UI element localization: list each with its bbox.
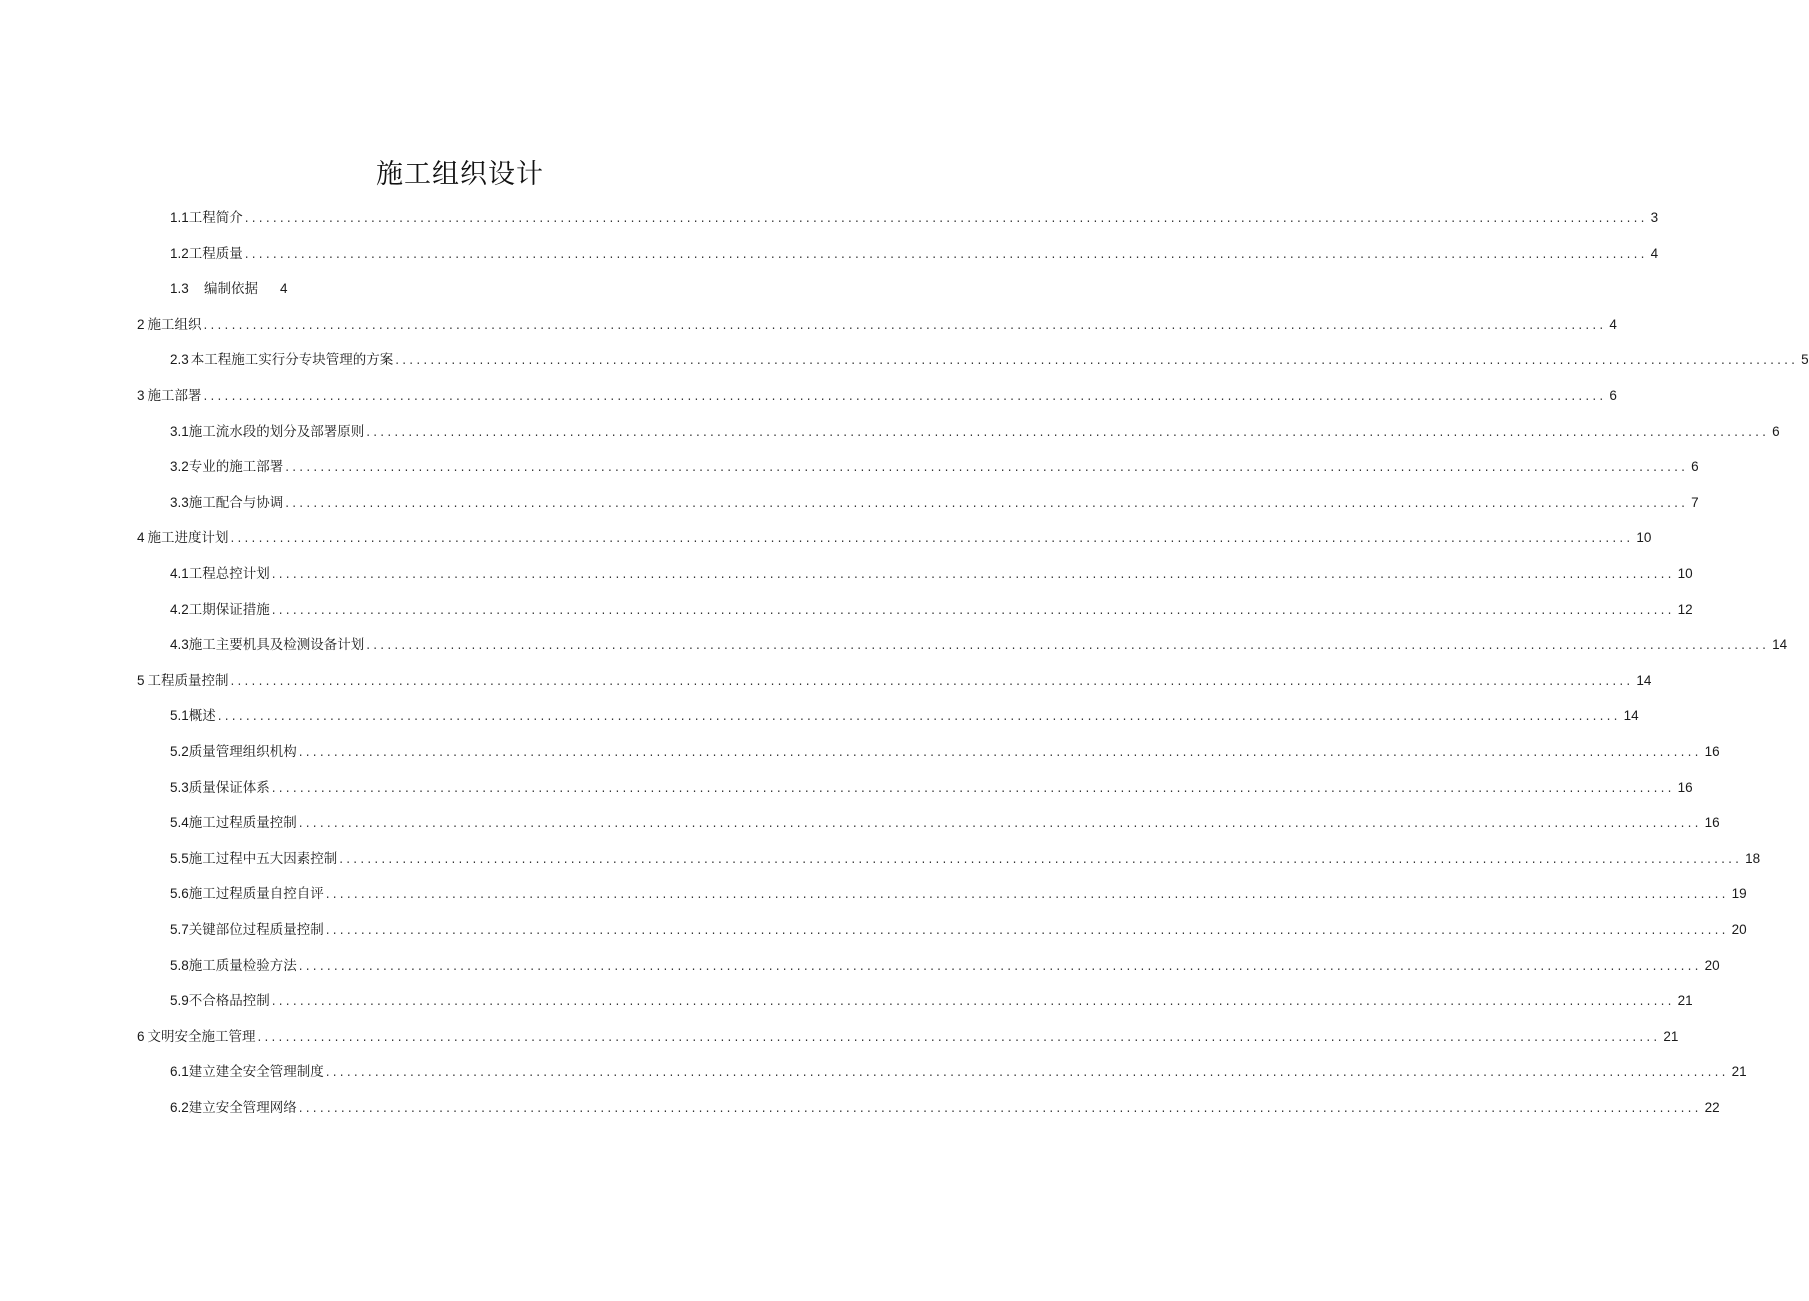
toc-dot-leader: ........................................................................................................................................................................................................ xyxy=(325,1065,1729,1080)
toc-dot-leader: ........................................................................................................................................................................................................ xyxy=(395,353,1799,368)
toc-entry[interactable] xyxy=(170,277,778,301)
toc-entry-title: 质量保证体系 xyxy=(188,779,270,796)
toc-entry-title: 工程质量 xyxy=(188,245,243,262)
toc-dot-leader: ........................................................................................................................................................................................................ xyxy=(244,246,1648,261)
toc-entry-page: 14 xyxy=(1636,672,1652,688)
toc-entry-number: 1.1 xyxy=(170,210,189,225)
toc-dot-leader: ........................................................................................................................................................................................................ xyxy=(325,923,1729,937)
toc-entry-title: 关键部位过程质量控制 xyxy=(188,922,324,938)
toc-entry[interactable] xyxy=(137,384,1617,408)
toc-entry-title: 工期保证措施 xyxy=(188,601,270,618)
toc-entry-page: 21 xyxy=(1677,993,1693,1009)
toc-entry-page: 4 xyxy=(1650,245,1659,261)
toc-entry-page: 10 xyxy=(1677,566,1693,581)
toc-dot-leader: ........................................................................................................................................................................................................ xyxy=(325,887,1729,902)
toc-entry-title: 编制依据 xyxy=(204,281,258,298)
toc-entry-page: 19 xyxy=(1731,886,1747,902)
toc-dot-leader: ........................................................................................................................................................................................................ xyxy=(298,958,1702,973)
toc-entry-number: 5.9 xyxy=(170,993,189,1009)
toc-entry-page: 5 xyxy=(1801,352,1809,368)
toc-entry-title: 施工流水段的划分及部署原则 xyxy=(188,423,365,440)
toc-entry-page: 16 xyxy=(1704,744,1720,759)
toc-entry-number: 4 xyxy=(137,530,145,546)
toc-entry-number: 5.4 xyxy=(170,815,189,831)
toc-entry-title: 施工进度计划 xyxy=(147,530,229,547)
toc-entry-title: 施工组织 xyxy=(147,316,202,333)
toc-entry-title: 建立安全管理网络 xyxy=(188,1100,297,1116)
toc-entry-page: 16 xyxy=(1677,779,1693,795)
toc-entry[interactable] xyxy=(170,954,1720,978)
toc-entry-title: 施工部署 xyxy=(147,388,202,404)
toc-entry-number: 5 xyxy=(137,672,145,688)
toc-entry[interactable] xyxy=(137,669,1652,693)
toc-entry-title: 不合格品控制 xyxy=(188,993,270,1010)
toc-entry-number: 3.2 xyxy=(170,459,189,475)
toc-entry[interactable] xyxy=(137,313,1617,337)
toc-entry-number: 5.1 xyxy=(170,708,189,724)
toc-dot-leader: ........................................................................................................................................................................................................ xyxy=(257,1029,1661,1044)
toc-dot-leader: ........................................................................................................................................................................................................ xyxy=(285,495,1689,510)
toc-entry-number: 5.5 xyxy=(170,850,189,866)
toc-dot-leader: ........................................................................................................................................................................................................ xyxy=(271,994,1675,1009)
toc-entry-page: 20 xyxy=(1731,922,1747,937)
toc-entry[interactable] xyxy=(170,420,1780,444)
toc-entry[interactable] xyxy=(170,811,1720,835)
toc-dot-leader: ........................................................................................................................................................................................................ xyxy=(203,317,1607,332)
toc-dot-leader: ........................................................................................................................................................................................................ xyxy=(339,851,1743,866)
toc-entry-page: 6 xyxy=(1772,423,1780,439)
toc-entry-page: 21 xyxy=(1663,1028,1679,1044)
toc-entry-number: 3 xyxy=(137,388,145,403)
toc-entry[interactable] xyxy=(170,242,1659,266)
toc-entry-number: 2.3 xyxy=(170,352,189,368)
toc-entry-page: 4 xyxy=(280,281,288,297)
document-title: 施工组织设计 xyxy=(376,159,544,190)
toc-entry-title: 施工过程质量自控自评 xyxy=(188,886,324,903)
toc-entry[interactable] xyxy=(170,206,1659,230)
toc-entry-page: 7 xyxy=(1691,494,1699,510)
toc-entry-number: 4.2 xyxy=(170,601,189,617)
toc-entry-number: 6.2 xyxy=(170,1100,189,1115)
toc-entry-title: 质量管理组织机构 xyxy=(188,744,297,760)
toc-entry-number: 2 xyxy=(137,316,145,332)
toc-entry[interactable] xyxy=(170,704,1639,728)
toc-entry-number: 5.8 xyxy=(170,957,189,973)
toc-entry[interactable] xyxy=(170,598,1693,622)
toc-entry-page: 12 xyxy=(1677,601,1693,617)
toc-entry-number: 5.6 xyxy=(170,886,189,902)
toc-entry-number: 5.2 xyxy=(170,744,189,759)
toc-entry-number: 5.3 xyxy=(170,779,189,795)
toc-entry-number: 6 xyxy=(137,1028,145,1044)
toc-entry-page: 20 xyxy=(1704,957,1720,973)
toc-entry[interactable] xyxy=(170,455,1699,479)
toc-entry-number: 3.3 xyxy=(170,494,189,510)
toc-entry-page: 6 xyxy=(1691,459,1699,475)
toc-entry[interactable] xyxy=(137,526,1652,550)
toc-entry-number: 5.7 xyxy=(170,922,189,937)
toc-entry[interactable] xyxy=(170,562,1693,586)
toc-entry-title: 概述 xyxy=(188,708,216,725)
toc-dot-leader: ........................................................................................................................................................................................................ xyxy=(366,424,1770,439)
toc-entry-title: 施工主要机具及检测设备计划 xyxy=(188,637,365,654)
toc-entry-number: 1.3 xyxy=(170,281,189,297)
toc-entry-page: 6 xyxy=(1609,388,1617,403)
toc-entry-title: 文明安全施工管理 xyxy=(147,1028,256,1045)
toc-entry-page: 14 xyxy=(1772,637,1788,653)
toc-entry[interactable] xyxy=(170,1096,1720,1120)
toc-entry-page: 3 xyxy=(1650,210,1659,225)
toc-entry-page: 21 xyxy=(1731,1064,1747,1080)
toc-entry-page: 16 xyxy=(1704,815,1720,831)
toc-entry-title: 工程简介 xyxy=(188,210,243,226)
toc-entry-page: 4 xyxy=(1609,316,1617,332)
toc-entry-page: 14 xyxy=(1623,708,1639,724)
toc-entry-page: 18 xyxy=(1745,850,1761,866)
toc-entry-title: 本工程施工实行分专块管理的方案 xyxy=(190,352,394,369)
toc-entry[interactable] xyxy=(170,776,1693,800)
toc-entry[interactable] xyxy=(170,491,1699,515)
toc-entry[interactable] xyxy=(170,633,1788,657)
toc-dot-leader: ........................................................................................................................................................................................................ xyxy=(298,816,1702,831)
toc-entry[interactable] xyxy=(170,918,1747,942)
toc-entry-number: 1.2 xyxy=(170,245,189,261)
toc-dot-leader: ........................................................................................................................................................................................................ xyxy=(366,638,1770,653)
toc-entry[interactable] xyxy=(170,348,1809,372)
toc-dot-leader: ........................................................................................................................................................................................................ xyxy=(230,531,1634,546)
toc-entry-title: 工程质量控制 xyxy=(147,672,229,689)
toc-entry[interactable] xyxy=(170,882,1747,906)
toc-entry-number: 4.1 xyxy=(170,566,189,581)
toc-dot-leader: ........................................................................................................................................................................................................ xyxy=(230,673,1634,688)
toc-entry-title: 建立建全安全管理制度 xyxy=(188,1064,324,1081)
toc-dot-leader: ........................................................................................................................................................................................................ xyxy=(271,602,1675,617)
toc-entry[interactable] xyxy=(137,1025,1679,1049)
toc-entry[interactable] xyxy=(170,740,1720,764)
toc-entry-page: 10 xyxy=(1636,530,1652,546)
toc-entry-title: 施工过程质量控制 xyxy=(188,815,297,832)
toc-entry-number: 3.1 xyxy=(170,423,189,439)
toc-entry-title: 施工过程中五大因素控制 xyxy=(188,850,338,867)
toc-entry[interactable] xyxy=(170,1060,1747,1084)
toc-entry-title: 施工配合与协调 xyxy=(188,494,284,511)
toc-entry-page: 22 xyxy=(1704,1100,1720,1115)
toc-dot-leader: ........................................................................................................................................................................................................ xyxy=(203,389,1607,403)
toc-entry[interactable] xyxy=(170,847,1761,871)
toc-dot-leader: ........................................................................................................................................................................................................ xyxy=(271,567,1675,581)
toc-entry[interactable] xyxy=(170,989,1693,1013)
toc-entry-title: 工程总控计划 xyxy=(188,566,270,582)
toc-dot-leader: ........................................................................................................................................................................................................ xyxy=(217,709,1621,724)
toc-dot-leader: ........................................................................................................................................................................................................ xyxy=(244,211,1648,225)
toc-dot-leader: ........................................................................................................................................................................................................ xyxy=(271,780,1675,795)
toc-entry-number: 4.3 xyxy=(170,637,189,653)
toc-dot-leader: ........................................................................................................................................................................................................ xyxy=(298,745,1702,759)
toc-entry-number: 6.1 xyxy=(170,1064,189,1080)
toc-entry-title: 专业的施工部署 xyxy=(188,459,284,476)
toc-dot-leader: ........................................................................................................................................................................................................ xyxy=(298,1101,1702,1115)
toc-entry-title: 施工质量检验方法 xyxy=(188,957,297,974)
toc-dot-leader: ........................................................................................................................................................................................................ xyxy=(285,460,1689,475)
